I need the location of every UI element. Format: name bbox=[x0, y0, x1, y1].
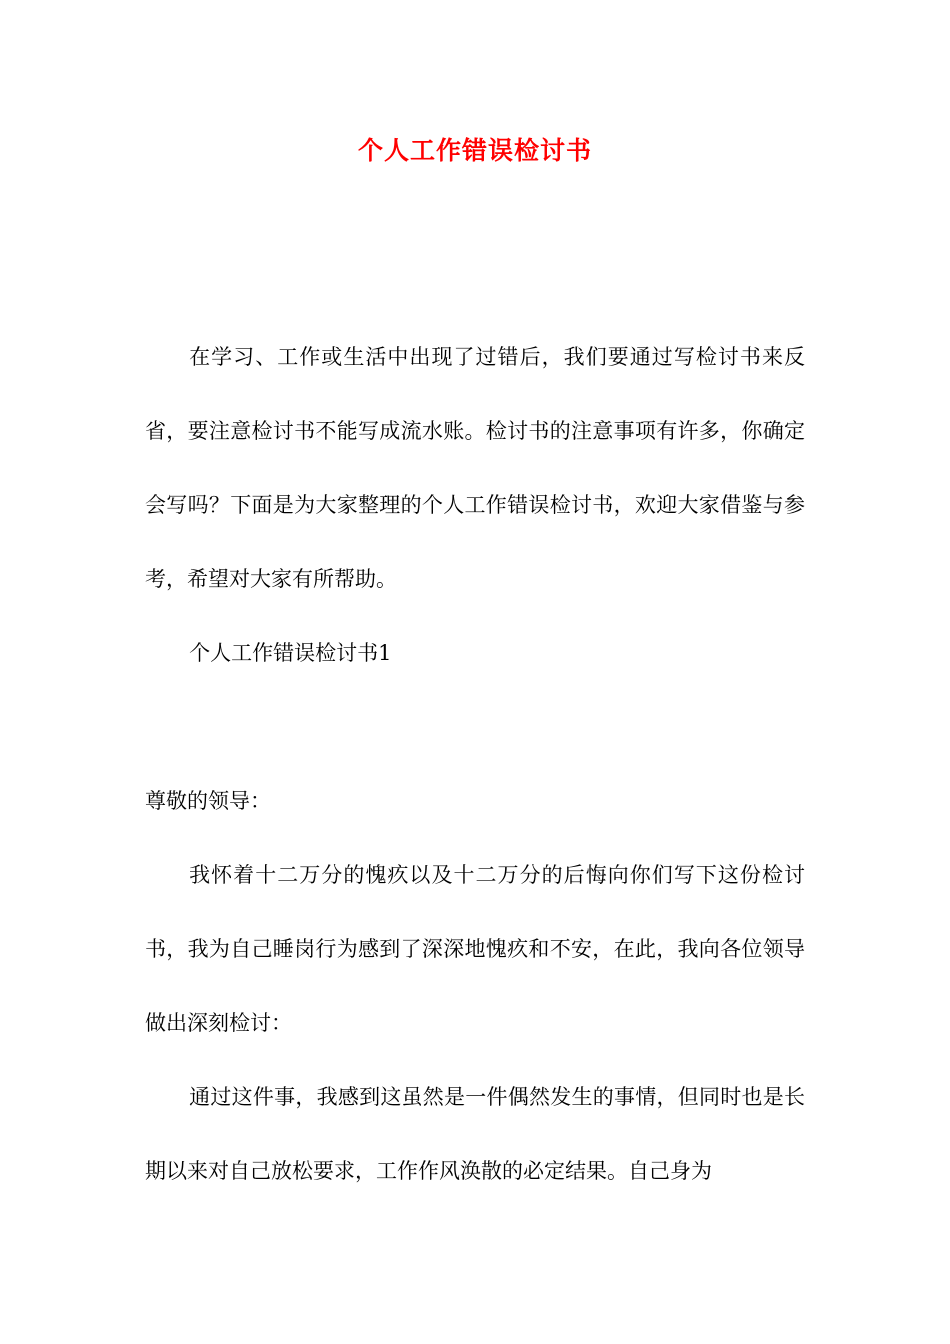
section-heading: 个人工作错误检讨书1 bbox=[189, 641, 392, 665]
body-paragraph-2: 通过这件事，我感到这虽然是一件偶然发生的事情，但同时也是长期以来对自己放松要求，工作作风涣散的必定结果。自己身为 bbox=[145, 1085, 805, 1183]
salutation: 尊敬的领导： bbox=[145, 789, 271, 813]
document-title: 个人工作错误检讨书 bbox=[357, 136, 592, 165]
blank-line bbox=[145, 690, 805, 764]
document-body bbox=[145, 320, 805, 1208]
body-paragraph-1: 我怀着十二万分的愧疚以及十二万分的后悔向你们写下这份检讨书，我为自己睡岗行为感到了深深地愧疚和不安，在此，我向各位领导做出深刻检讨： bbox=[145, 863, 805, 1035]
intro-paragraph: 在学习、工作或生活中出现了过错后，我们要通过写检讨书来反省，要注意检讨书不能写成流水账。检讨书的注意事项有许多，你确定会写吗？下面是为大家整理的个人工作错误检讨书，欢迎大家借鉴与参考，希望对大家有所帮助。 bbox=[145, 345, 805, 591]
